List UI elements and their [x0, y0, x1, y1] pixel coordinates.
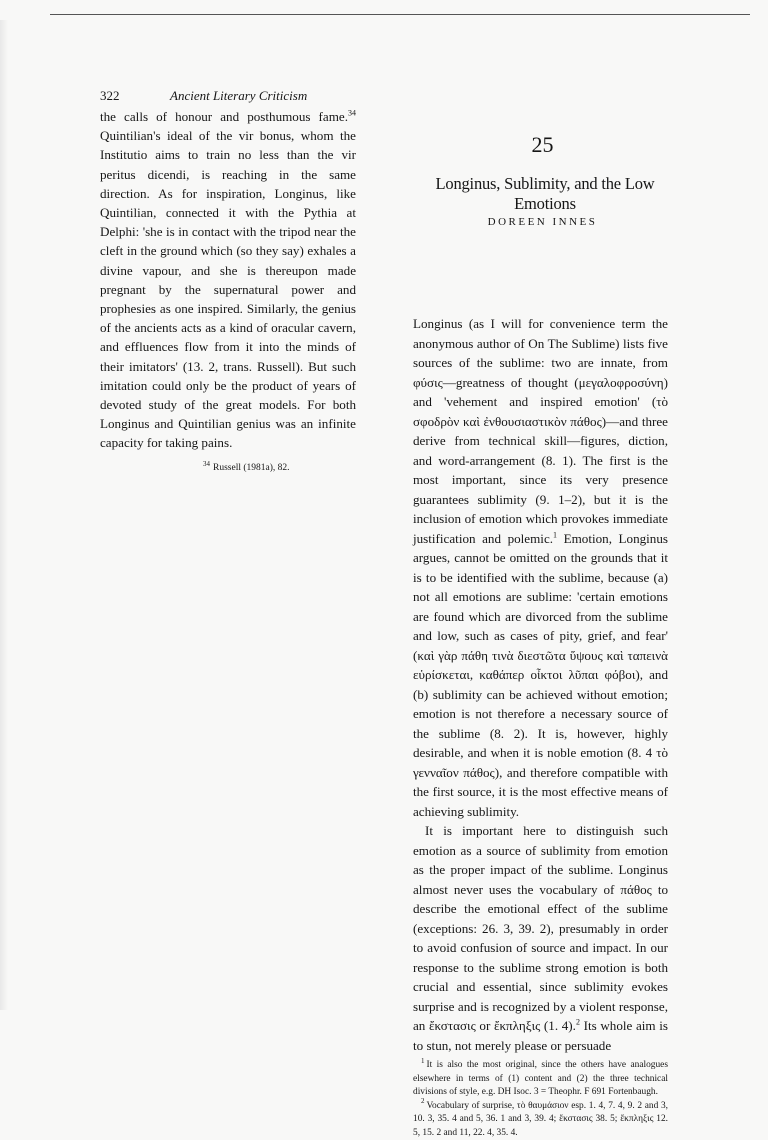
chapter-title: Longinus, Sublimity, and the Low Emotions	[405, 174, 685, 214]
para2-text-a: It is important here to distinguish such emotion as a source of sublimity from emotion as the proper impact of the sublime. Longinus almost never uses the vocabulary of πάθος to describe the emotional effect of the sublime (exceptions: 26. 3, 39. 2), presumably in order to avoid confusion of source and impact. In our response to the sublime strong emotion is both crucial and essential, since sublimity evokes surprise and is recognized by a violent response, an ἔκστασις or ἔκπληξις (1. 4).	[413, 823, 668, 1033]
para1-text-a: Longinus (as I will for convenience term the anonymous author of On The Sublime) lists five sources of the sublime: two are innate, from φύσις—greatness of thought (μεγαλοφροσύνη) and 'vehement and inspired emotion' (τὸ σφοδρὸν καὶ ἐνθουσιαστικὸν πάθος)—and three derive from technical skill—figures, diction, and word-arrangement (8. 1). The first is the most important, since its very presence guarantees sublimity (9. 1–2), but it is the inclusion of emotion which provokes immediate justification and polemic.	[413, 316, 668, 546]
running-head	[100, 88, 356, 104]
right-paragraph-1	[413, 314, 668, 821]
footnote-ref-1: 1	[553, 530, 557, 539]
page-number: 322	[100, 88, 170, 104]
footnote-mark-34: 34	[203, 460, 210, 468]
right-footnotes	[413, 1059, 668, 1140]
footnote-ref-2: 2	[576, 1018, 580, 1027]
top-rule	[50, 14, 750, 15]
left-text-part1: the calls of honour and posthumous fame.	[100, 109, 348, 124]
chapter-number: 25	[420, 132, 665, 158]
footnote-mark-2: 2	[421, 1097, 425, 1105]
footnote-text-1: It is also the most original, since the others have analogues elsewhere in terms of (1) content and (2) the three technical divisions of style, e.g. DH Isoc. 3 = Theophr. F 691 Fortenbaugh.	[413, 1060, 668, 1097]
chapter-author: DOREEN INNES	[420, 216, 665, 228]
footnote-ref-34: 34	[348, 109, 356, 118]
para1-text-b: Emotion, Longinus argues, cannot be omitted on the grounds that it is to be identified with the sublime, because (a) not all emotions are sublime: 'certain emotions are found which are divorced from the sublime and low, such as cases of pity, grief, and fear' (καὶ γὰρ πάθη τινὰ διεστῶτα ὕψους καὶ ταπεινὰ εὑρίσκεται, καθάπερ οἶκτοι λῦπαι φόβοι), and (b) sublimity can be achieved without emotion; emotion is not therefore a necessary source of the sublime (8. 2). It is, however, highly desirable, and when it is noble emotion (8. 4 τὸ γενναῖον πάθος), and therefore compatible with the first source, it is the most effective means of achieving sublimity.	[413, 531, 668, 819]
para2-text-b: Its whole aim is to stun, not merely please or persuade	[413, 1018, 668, 1053]
right-paragraph-2	[413, 821, 668, 1055]
left-paragraph	[100, 107, 356, 453]
running-head-title: Ancient Literary Criticism	[170, 88, 307, 104]
footnote-1	[413, 1059, 668, 1100]
footnote-text-2: Vocabulary of surprise, τὸ θαυμάσιον esp. 1. 4, 7. 4, 9. 2 and 3, 10. 3, 35. 4 and 5, 36. 1 and 3, 39. 4; ἔκστασις 38. 5; ἔκπληξις 12. 5, 15. 2 and 11, 22. 4, 35. 4.	[413, 1101, 668, 1138]
left-text-part2: Quintilian's ideal of the vir bonus, whom the Institutio aims to train no less than the vir peritus dicendi, is reaching in the same direction. As for inspiration, Longinus, like Quintilian, connected it with the Pythia at Delphi: 'she is in contact with the tripod near the cleft in the ground which (so they say) exhales a divine vapour, and she is thereupon made pregnant by the supernatural power and prophesies as one inspired. Similarly, the genius of the ancients acts as a kind of oracular cavern, and effluences flow from it into the minds of their imitators' (13. 2, trans. Russell). But such imitation could only be the product of years of devoted study of the great models. For both Longinus and Quintilian genius was an infinite capacity for taking pains.	[100, 128, 356, 450]
footnote-2	[413, 1100, 668, 1140]
footnote-mark-1: 1	[421, 1057, 425, 1065]
left-page	[100, 88, 356, 473]
footnote-text-34: Russell (1981a), 82.	[213, 463, 290, 473]
right-page	[413, 314, 668, 1140]
left-body-text	[100, 107, 356, 453]
scan-edge-shadow	[0, 20, 8, 1010]
left-footnote	[100, 463, 356, 473]
